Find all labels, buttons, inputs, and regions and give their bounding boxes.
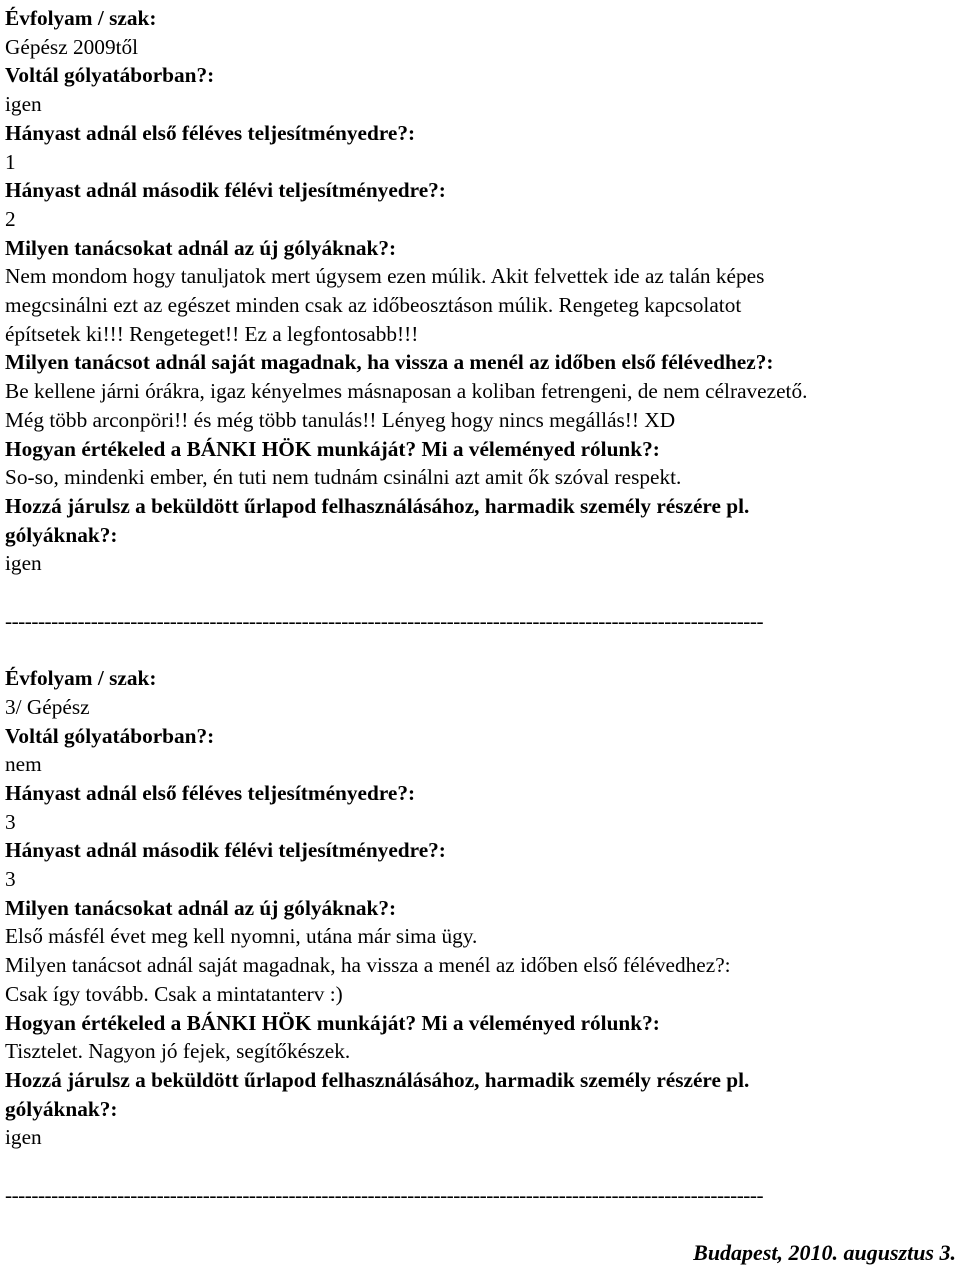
consent-value: igen (5, 551, 42, 576)
consent-label-line: Hozzá járulsz a beküldött űrlapod felhasználásához, harmadik személy részére pl. (5, 493, 750, 518)
first-semester-value: 1 (5, 149, 16, 174)
year-label: Évfolyam / szak: (5, 6, 157, 30)
second-semester-label: Hányast adnál második félévi teljesítményedre?: (5, 178, 446, 203)
advice-new-line: megcsinálni ezt az egészet minden csak az időbeosztáson múlik. Rengeteg kapcsolatot (5, 293, 742, 318)
first-semester-label: Hányast adnál első féléves teljesítményedre?: (5, 120, 416, 145)
separator-line: ------------------------------------------------------------------------------------------------------------------- (5, 608, 764, 633)
advice-self-label: Milyen tanácsot adnál saját magadnak, ha vissza a menél az időben első félévedhez?: (5, 350, 774, 375)
second-semester-value: 2 (5, 206, 16, 231)
advice-new-label: Milyen tanácsokat adnál az új gólyáknak?: (5, 235, 397, 260)
second-semester-label: Hányast adnál második félévi teljesítményedre?: (5, 838, 446, 863)
advice-self-line: Csak így tovább. Csak a mintatanterv :) (5, 981, 343, 1006)
spacer (5, 635, 957, 664)
year-label: Évfolyam / szak: (5, 666, 157, 691)
consent-label-line: gólyáknak?: (5, 522, 118, 547)
advice-self-line: Még több arconpöri!! és még több tanulás!! Lényeg hogy nincs megállás!! XD (5, 407, 676, 432)
first-semester-value: 3 (5, 809, 16, 834)
camp-value: nem (5, 752, 42, 777)
year-value: Gépész 2009től (5, 34, 139, 59)
survey-entry (5, 4, 957, 578)
consent-label-line: gólyáknak?: (5, 1096, 118, 1121)
document-page (5, 4, 957, 1209)
consent-value: igen (5, 1125, 42, 1150)
camp-value: igen (5, 92, 42, 117)
separator-line: ------------------------------------------------------------------------------------------------------------------- (5, 1182, 764, 1207)
advice-self-label: Milyen tanácsot adnál saját magadnak, ha vissza a menél az időben első félévedhez?: (5, 953, 731, 978)
hok-opinion-value: So-so, mindenki ember, én tuti nem tudnám csinálni azt amit ők szóval respekt. (5, 465, 682, 490)
spacer (5, 1152, 957, 1181)
advice-new-label: Milyen tanácsokat adnál az új gólyáknak?: (5, 895, 397, 920)
advice-new-line: építsetek ki!!! Rengeteget!! Ez a legfontosabb!!! (5, 321, 419, 346)
survey-entry (5, 664, 957, 1152)
first-semester-label: Hányast adnál első féléves teljesítményedre?: (5, 780, 416, 805)
spacer (5, 578, 957, 607)
camp-label: Voltál gólyatáborban?: (5, 723, 215, 748)
consent-label-line: Hozzá járulsz a beküldött űrlapod felhasználásához, harmadik személy részére pl. (5, 1067, 750, 1092)
second-semester-value: 3 (5, 867, 16, 892)
hok-opinion-value: Tisztelet. Nagyon jó fejek, segítőkészek. (5, 1039, 351, 1064)
hok-opinion-label: Hogyan értékeled a BÁNKI HÖK munkáját? Mi a véleményed rólunk?: (5, 1010, 660, 1035)
hok-opinion-label: Hogyan értékeled a BÁNKI HÖK munkáját? Mi a véleményed rólunk?: (5, 436, 660, 461)
year-value: 3/ Gépész (5, 694, 90, 719)
advice-new-line: Első másfél évet meg kell nyomni, utána már sima ügy. (5, 924, 478, 949)
footer-date: Budapest, 2010. augusztus 3. (693, 1240, 956, 1265)
advice-new-line: Nem mondom hogy tanuljatok mert úgysem ezen múlik. Akit felvettek ide az talán képes (5, 264, 765, 289)
camp-label: Voltál gólyatáborban?: (5, 63, 215, 88)
advice-self-line: Be kellene járni órákra, igaz kényelmes másnaposan a koliban fetrengeni, de nem célravezető. (5, 379, 808, 404)
